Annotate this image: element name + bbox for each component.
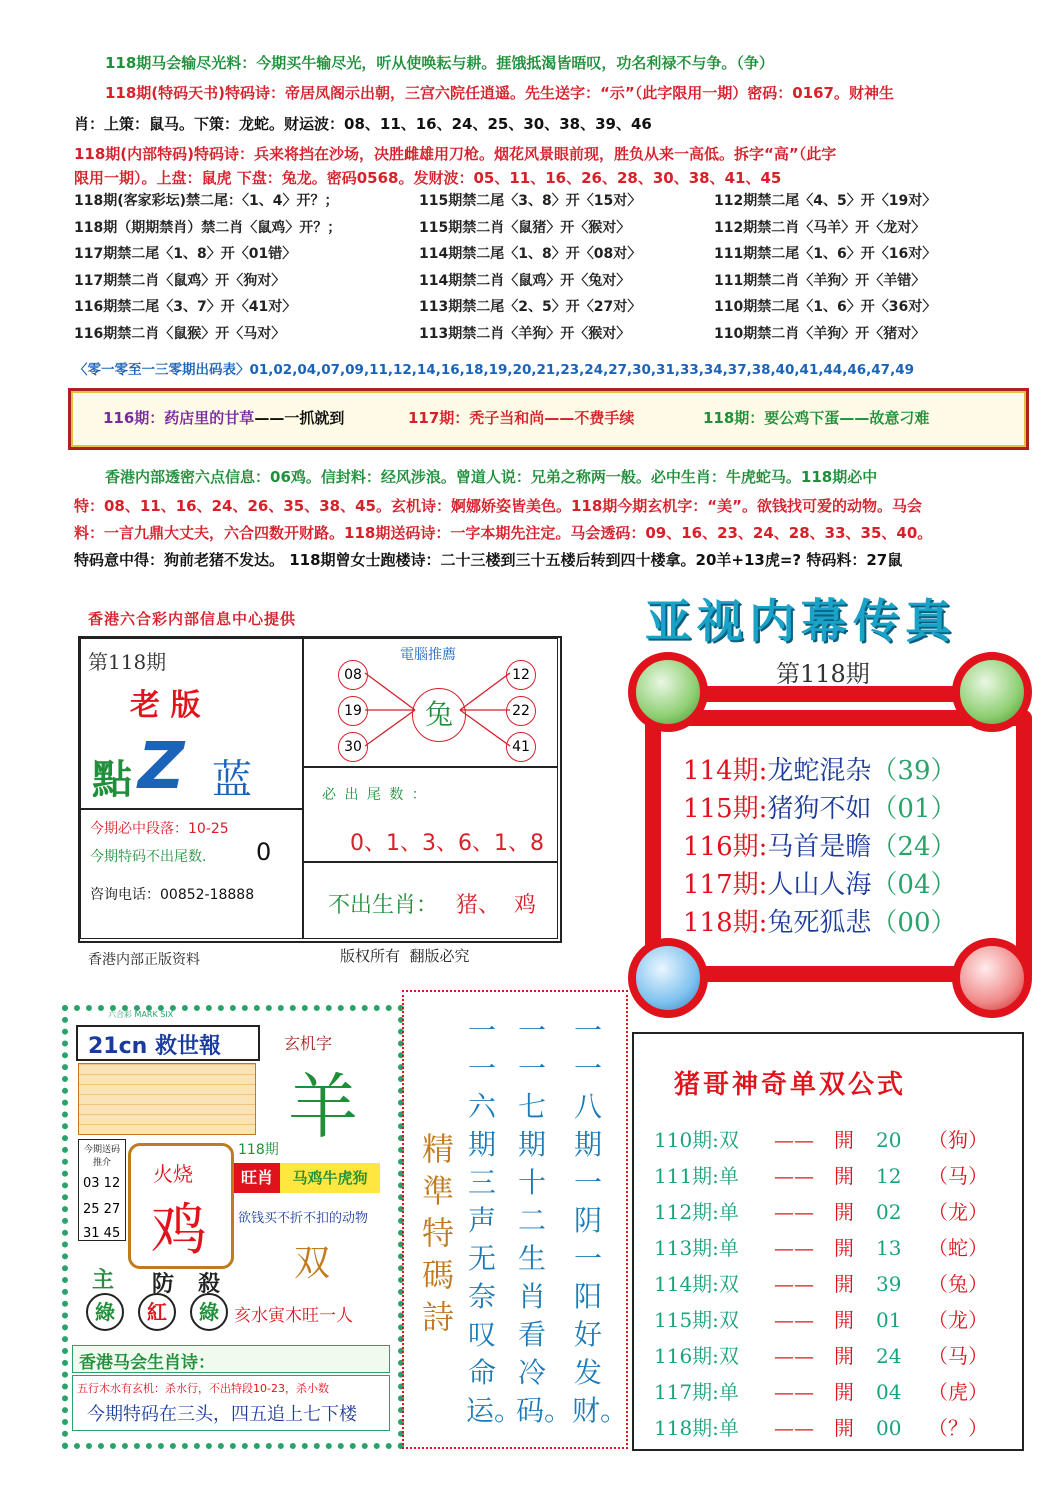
ball-green-icon xyxy=(628,652,708,732)
list-item: 114期禁二肖〈鼠鸡〉开〈兔对〉 xyxy=(419,272,631,289)
poem-line-1: 五行木水有玄机：杀水行，不出特段10-23，杀小数 xyxy=(77,1382,329,1395)
pig-row-period: 117期:单 xyxy=(654,1380,739,1404)
num-ball: 22 xyxy=(506,696,536,726)
pig-row xyxy=(654,1412,988,1441)
riddle-3-q: 118期：要公鸡下蛋 xyxy=(703,409,840,427)
riddle-3-a: ——故意刁难 xyxy=(839,409,930,427)
asia-row xyxy=(683,750,957,787)
line-4: 118期(内部特码)特码诗：兵来将挡在沙场，决胜雌雄用刀枪。烟花风景眼前现，胜负从来一高低。拆字“高”（此字 xyxy=(74,145,837,163)
pig-row-open: 開 xyxy=(834,1416,854,1440)
hk-line-4: 特码意中得：狗前老猪不发达。 118期曾女士跑楼诗：二十三楼到三十五楼后转到四十楼拿。20羊+13虎=? 特码料：27鼠 xyxy=(74,551,903,569)
tail-out-text: 今期特码不出尾数. xyxy=(90,849,207,865)
ball-blue-icon xyxy=(628,938,708,1018)
asia-row-text: 马首是瞻 xyxy=(767,832,872,862)
asia-row-num: （00） xyxy=(871,908,957,938)
pig-row-open: 開 xyxy=(834,1308,854,1332)
riddle-1-a: ——一抓就到 xyxy=(254,409,345,427)
pig-row-num: 01 xyxy=(876,1308,902,1332)
asia-row-text: 兔死狐悲 xyxy=(767,908,872,938)
shuang-char: 双 xyxy=(294,1243,331,1284)
asia-title: 亚视内幕传真 xyxy=(645,594,957,648)
asia-row-period: 115期: xyxy=(683,794,768,824)
pig-row-period: 118期:单 xyxy=(654,1416,739,1440)
list-item: 112期禁二尾〈4、5〉开〈19对〉 xyxy=(714,193,937,209)
list-item: 111期禁二尾〈1、6〉开〈16对〉 xyxy=(714,246,937,262)
pig-row-period: 114期:双 xyxy=(654,1272,739,1296)
pig-row-num: 39 xyxy=(876,1272,902,1296)
issue-label: 第118期 xyxy=(88,650,167,674)
list-item: 113期禁二肖〈羊狗〉开〈猴对〉 xyxy=(419,325,631,342)
pig-row xyxy=(654,1376,988,1405)
mark-six-border-text: 六合彩 MARK SIX xyxy=(108,1010,174,1019)
asia-row xyxy=(683,788,957,825)
poem-column-3: 一一六期三声无奈叹命运。 xyxy=(466,1014,523,1427)
asia-row-num: （39） xyxy=(871,756,957,786)
ws-label: 旺肖 xyxy=(234,1163,280,1193)
pig-row-zodiac: （马） xyxy=(928,1344,988,1368)
list-item: 110期禁二肖〈羊狗〉开〈猪对〉 xyxy=(714,325,926,342)
pig-row-zodiac: （虎） xyxy=(928,1380,988,1404)
pig-row xyxy=(654,1232,988,1261)
selection-box xyxy=(78,1139,126,1241)
poem-column-2: 一一七期十二生肖看冷码。 xyxy=(516,1014,573,1427)
tail-out-zero: 0 xyxy=(256,838,272,866)
footer-right: 版权所有 翻版必究 xyxy=(340,947,470,965)
asia-row-period: 114期: xyxy=(683,756,768,786)
riddle-3 xyxy=(703,407,929,428)
dot-char: 點 xyxy=(92,757,132,803)
pig-row-dash: —— xyxy=(774,1308,814,1332)
xuanji-label: 玄机字 xyxy=(284,1034,333,1053)
num-ball: 19 xyxy=(338,696,368,726)
list-item: 115期禁二尾〈3、8〉开〈15对〉 xyxy=(419,193,642,209)
ball-green-icon xyxy=(952,652,1032,732)
footer-left: 香港内部正版资料 xyxy=(88,952,200,968)
list-item: 117期禁二尾〈1、8〉开〈01错〉 xyxy=(74,246,297,262)
num-ball: 12 xyxy=(506,660,536,690)
asia-row-text: 龙蛇混杂 xyxy=(767,756,872,786)
pig-row-period: 112期:单 xyxy=(654,1200,739,1224)
pig-row-num: 24 xyxy=(876,1344,902,1368)
ji-char: 鸡 xyxy=(151,1198,207,1263)
blue-char: 蓝 xyxy=(212,757,252,803)
asia-row-text: 猪狗不如 xyxy=(767,794,872,824)
pig-row-num: 02 xyxy=(876,1200,902,1224)
pig-row xyxy=(654,1196,988,1225)
fire-frame xyxy=(128,1143,234,1269)
ball-red-icon xyxy=(952,938,1032,1018)
pig-row-num: 13 xyxy=(876,1236,902,1260)
riddle-2-q: 117期：秃子当和尚 xyxy=(408,409,545,427)
paper-title-box xyxy=(76,1025,260,1061)
pig-row-dash: —— xyxy=(774,1236,814,1260)
hk-line-2: 特：08、11、16、24、26、35、38、45。玄机诗：婀娜娇姿皆美色。118期今期玄机字：“美”。欲钱找可爱的动物。马会 xyxy=(74,497,923,515)
old-version-title: 老 版 xyxy=(130,688,201,723)
no-zodiac-values: 猪、 鸡 xyxy=(456,893,536,918)
tail-values: 0、1、3、6、1、8 xyxy=(350,831,544,856)
element-text: 亥水寅木旺一人 xyxy=(234,1306,353,1326)
pair: 31 45 xyxy=(83,1226,121,1241)
selection-title: 今期送码 推介 xyxy=(83,1145,120,1168)
center-zodiac: 兔 xyxy=(412,688,466,742)
line-3: 肖：上策：鼠马。下策：龙蛇。财运波：08、11、16、24、25、30、38、39、46 xyxy=(74,115,652,133)
no-zodiac-label: 不出生肖： xyxy=(328,893,439,918)
yang-char: 羊 xyxy=(288,1066,358,1148)
pig-title: 猪哥神奇单双公式 xyxy=(674,1070,907,1100)
pig-row-zodiac: （龙） xyxy=(928,1200,988,1224)
pig-row xyxy=(654,1124,988,1153)
pig-row-dash: —— xyxy=(774,1200,814,1224)
red-ball: 紅 xyxy=(138,1293,176,1331)
paper-title: 21cn 救世報 xyxy=(88,1034,221,1059)
pig-row-period: 111期:单 xyxy=(654,1164,739,1188)
pig-row-zodiac: （？） xyxy=(928,1416,988,1440)
list-item: 118期(客家彩坛)禁二尾：〈1、4〉开？； xyxy=(74,193,339,209)
pig-row xyxy=(654,1340,988,1369)
precise-title: 精準特碼詩 xyxy=(421,1130,454,1336)
pig-row-zodiac: （龙） xyxy=(928,1308,988,1332)
pig-row-num: 20 xyxy=(876,1128,902,1152)
num-ball: 41 xyxy=(506,732,536,762)
pig-row-dash: —— xyxy=(774,1164,814,1188)
riddle-1-q: 116期：药店里的甘草 xyxy=(103,409,255,427)
poem-title: 香港马会生肖诗： xyxy=(79,1353,215,1373)
forbidden-col-2 xyxy=(419,190,641,349)
hk-line-3: 料：一言九鼎大丈夫，六合四数开财路。118期送码诗：一字本期先注定。马会透码：09、16、23、24、28、33、35、40。 xyxy=(74,524,933,542)
poem-title-bar xyxy=(72,1345,390,1373)
line-2: 118期(特码天书)特码诗：帝居凤阁示出朝，三宫六院任逍遥。先生送字：“示”（此字限用一期）密码：0167。财神生 xyxy=(105,84,894,102)
asia-row-text: 人山人海 xyxy=(767,870,872,900)
fire-label: 火烧 xyxy=(153,1162,193,1186)
riddle-2-a: ——不费手续 xyxy=(544,409,635,427)
pig-row-zodiac: （马） xyxy=(928,1164,988,1188)
pig-row-open: 開 xyxy=(834,1128,854,1152)
pig-row-dash: —— xyxy=(774,1416,814,1440)
fang-char: 防 xyxy=(152,1272,175,1297)
pig-row xyxy=(654,1304,988,1333)
green-ball-1: 綠 xyxy=(86,1293,124,1331)
pig-row-period: 116期:双 xyxy=(654,1344,739,1368)
pig-formula-box xyxy=(632,1032,1024,1451)
hk-line-1: 香港内部透密六点信息：06鸡。信封料：经风涉浪。曾道人说：兄弟之称两一般。必中生肖：牛虎蛇马。118期必中 xyxy=(105,468,878,486)
phone-text: 咨询电话：00852-18888 xyxy=(90,887,255,903)
list-item: 117期禁二肖〈鼠鸡〉开〈狗对〉 xyxy=(74,272,286,289)
pig-row-num: 12 xyxy=(876,1164,902,1188)
pig-row xyxy=(654,1160,988,1189)
pig-row-dash: —— xyxy=(774,1344,814,1368)
pig-row-period: 110期:双 xyxy=(654,1128,739,1152)
pig-row-num: 04 xyxy=(876,1380,902,1404)
zhu-char: 主 xyxy=(92,1268,115,1293)
asia-row-period: 118期: xyxy=(683,908,768,938)
rescue-paper-stamp xyxy=(62,1005,404,1449)
pig-row xyxy=(654,1268,988,1297)
pig-row-dash: —— xyxy=(774,1128,814,1152)
forbidden-col-1 xyxy=(74,190,341,349)
animal-hint: 欲钱买不折不扣的动物 xyxy=(238,1211,369,1226)
asia-row-period: 117期: xyxy=(683,870,768,900)
pig-row-zodiac: （蛇） xyxy=(928,1236,988,1260)
num-ball: 08 xyxy=(338,660,368,690)
asia-row-period: 116期: xyxy=(683,832,768,862)
stamp-issue: 118期 xyxy=(238,1142,279,1158)
pig-row-num: 00 xyxy=(876,1416,902,1440)
pig-row-zodiac: （兔） xyxy=(928,1272,988,1296)
list-item: 116期禁二尾〈3、7〉开〈41对〉 xyxy=(74,299,297,315)
pig-row-open: 開 xyxy=(834,1200,854,1224)
line-1: 118期马会输尽光料：今期买牛输尽光，听从使唤耘与耕。捱饿抵渴皆晤叹，功名利禄不与争。（争） xyxy=(105,54,774,72)
green-ball-2: 綠 xyxy=(190,1293,228,1331)
asia-row-num: （01） xyxy=(871,794,957,824)
pig-row-open: 開 xyxy=(834,1272,854,1296)
poem-line-2: 今期特码在三头，四五追上七下楼 xyxy=(87,1404,357,1425)
pig-row-open: 開 xyxy=(834,1380,854,1404)
list-item: 110期禁二尾〈1、6〉开〈36对〉 xyxy=(714,299,937,315)
poem-body xyxy=(72,1375,390,1431)
forbidden-col-3 xyxy=(714,190,936,349)
computer-title: 電腦推薦 xyxy=(400,647,456,663)
pig-row-dash: —— xyxy=(774,1272,814,1296)
pair: 03 12 xyxy=(83,1176,121,1191)
old-version-box xyxy=(78,636,562,943)
z-letter: Z xyxy=(138,730,185,804)
pig-row-open: 開 xyxy=(834,1344,854,1368)
riddle-1 xyxy=(103,407,344,428)
tail-label: 必 出 尾 数 ： xyxy=(322,787,428,803)
list-item: 114期禁二尾〈1、8〉开〈08对〉 xyxy=(419,246,642,262)
asia-row-num: （24） xyxy=(871,832,957,862)
pig-row-open: 開 xyxy=(834,1236,854,1260)
line-5: 限用一期）。上盘：鼠虎 下盘：兔龙。密码0568。发财波：05、11、16、26、28、30、38、41、45 xyxy=(74,169,782,187)
poem-column-1: 一一八期一阴一阳好发财。 xyxy=(572,1014,629,1427)
num-ball: 30 xyxy=(338,732,368,762)
asia-row-num: （04） xyxy=(871,870,957,900)
pig-row-zodiac: （狗） xyxy=(928,1128,988,1152)
zodiac-five: 马鸡牛虎狗 xyxy=(280,1163,380,1193)
pig-row-period: 115期:双 xyxy=(654,1308,739,1332)
list-item: 116期禁二肖〈鼠猴〉开〈马对〉 xyxy=(74,325,286,342)
asia-row xyxy=(683,902,957,939)
list-item: 111期禁二肖〈羊狗〉开〈羊错〉 xyxy=(714,272,926,289)
pig-row-period: 113期:单 xyxy=(654,1236,739,1260)
mini-table xyxy=(78,1063,256,1135)
zone-text: 今期必中段落：10-25 xyxy=(90,821,229,837)
list-item: 115期禁二肖〈鼠猪〉开〈猴对〉 xyxy=(419,219,631,236)
code-table-line: 〈零一零至一三零期出码表〉01,02,04,07,09,11,12,14,16,18,19,20,21,23,24,27,30,31,33,34,37,38,40,41,44,46,47,49 xyxy=(74,362,914,378)
riddle-box xyxy=(68,388,1029,450)
list-item: 113期禁二尾〈2、5〉开〈27对〉 xyxy=(419,299,642,315)
list-item: 112期禁二肖〈马羊〉开〈龙对〉 xyxy=(714,219,926,236)
sha-char: 殺 xyxy=(198,1272,221,1297)
list-item: 118期（期期禁肖）禁二肖〈鼠鸡〉开？； xyxy=(74,219,342,236)
info-center-label: 香港六合彩内部信息中心提供 xyxy=(88,610,297,628)
pig-row-open: 開 xyxy=(834,1164,854,1188)
asia-row xyxy=(683,864,957,901)
pair: 25 27 xyxy=(83,1202,121,1217)
riddle-2 xyxy=(408,407,634,428)
asia-row xyxy=(683,826,957,863)
asia-issue: 第118期 xyxy=(776,660,870,688)
pig-row-dash: —— xyxy=(774,1380,814,1404)
